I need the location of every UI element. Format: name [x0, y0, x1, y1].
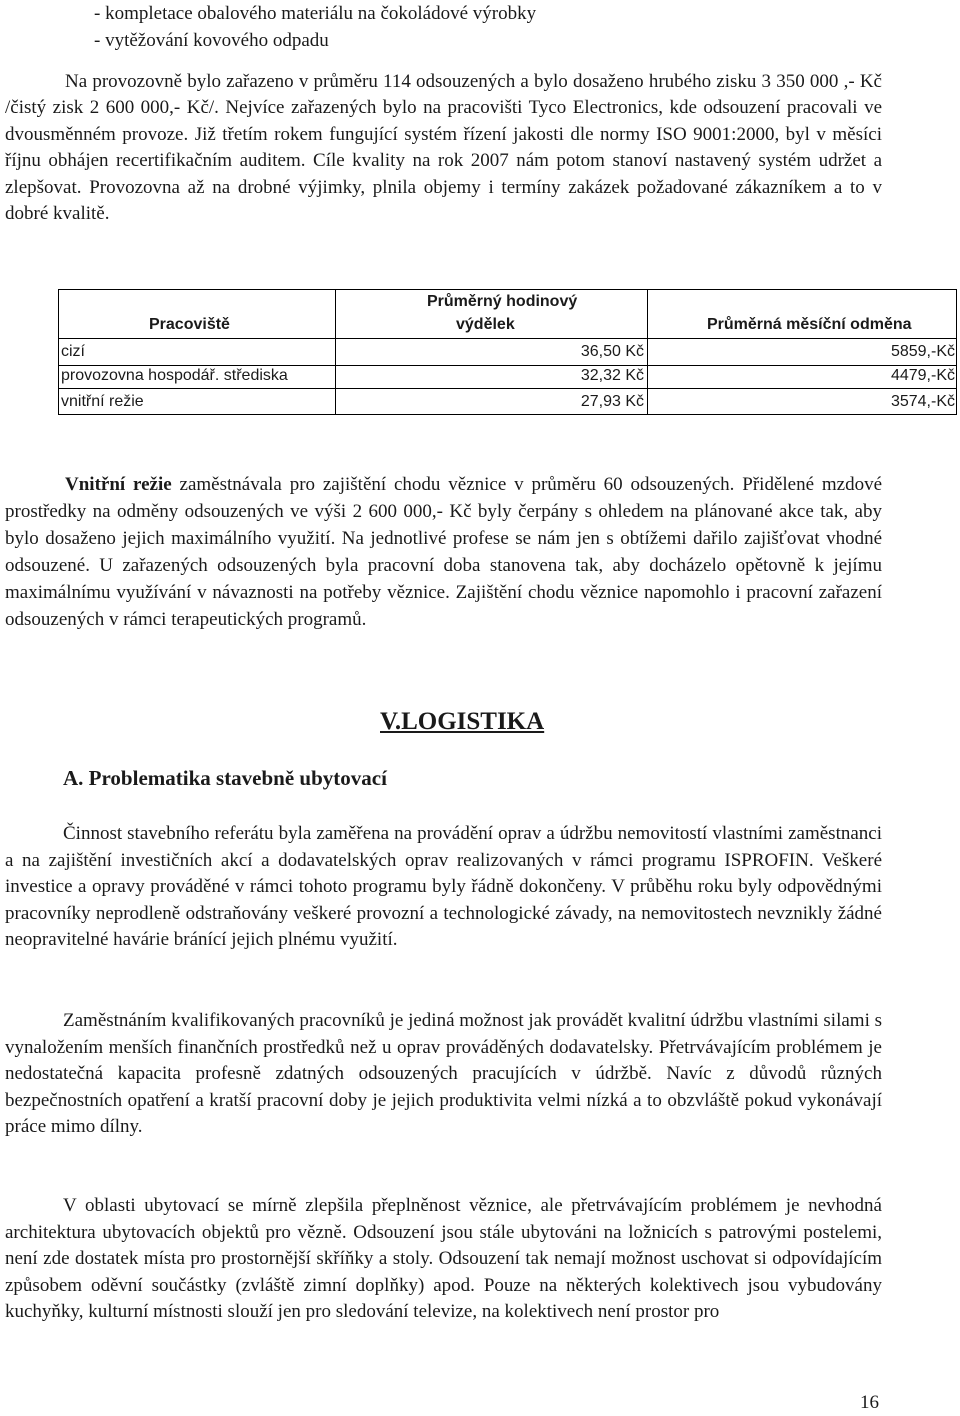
paragraph-internal-overhead — [5, 471, 882, 633]
sub-title: A. Problematika stavebně ubytovací — [63, 766, 387, 790]
paragraph-maintenance: Zaměstnáním kvalifikovaných pracovníků je jediná možnost jak provádět kvalitní údržbu vlastními silami s vynaložením menších finančních prostředků než u oprav prováděných dodavatelsky. Přetrvávajícím problémem je nedostatečná kapacita profesně zdatných odsouzených pracujících v údržbě. Navíc z důvodů různých bezpečnostních opatření a kratší pracovní doby je jejich produktivita velmi nízká a to obzvláště pokud vykonávají práce mimo dílny. — [5, 1010, 882, 1138]
row-workplace: provozovna hospodář. střediska — [61, 367, 288, 384]
table-divider — [59, 365, 956, 366]
header-workplace: Pracoviště — [149, 316, 230, 333]
row-hourly: 32,32 Kč — [580, 367, 644, 384]
paragraph-text: zaměstnávala pro zajištění chodu věznice v průměru 60 odsouzených. Přidělené mzdové prostředky na odměny odsouzených ve výši 2 600 000,- Kč byly čerpány s ohledem na plánované akce tak, aby bylo dosaženo jejich maximálního využití. Na jednotlivé profese se nám jen s obtížemi dařilo zajišťovat vhodné odsouzené. U zařazených odsouzených byla pracovní doba stanovena tak, aby docházelo opětovně k jejímu maximálnímu využívání v návaznosti na potřeby věznice. Zajištění chodu věznice napomohlo i pracovní zařazení odsouzených v rámci terapeutických programů. — [5, 474, 882, 630]
row-hourly: 36,50 Kč — [580, 343, 644, 360]
paragraph-construction: Činnost stavebního referátu byla zaměřena na provádění oprav a údržbu nemovitostí vlastními zaměstnanci a na zajištění investičních akcí a dodavatelských oprav realizovaných v rámci programu ISPROFIN. Veškeré investice a opravy prováděné v rámci tohoto programu byly řádně dokončeny. V průběhu roku byly odpovědnými pracovníky neprodleně odstraňovány veškeré provozní a technologické závady, na nemovitostech nevznikly žádné neopravitelné havárie bránící jejich plnému využití. — [5, 823, 882, 951]
header-hourly-line2: výdělek — [456, 316, 515, 333]
paragraph-production: Na provozovně bylo zařazeno v průměru 114 odsouzených a bylo dosaženo hrubého zisku 3 350 000 ,- Kč /čistý zisk 2 600 000,- Kč/. Nejvíce zařazených bylo na pracovišti Tyco Electronics, kde odsouzení pracovali ve dvousměnném provoze. Již třetím rokem fungující systém řízení jakosti dle normy ISO 9001:2000, byl v měsíci říjnu obhájen recertifikačním auditem. Cíle kvality na rok 2007 nám potom stanoví nastavený systém udržet a zlepšovat. Provozovna až na drobné výjimky, plnila objemy i termíny zakázek požadované zákazníkem a to v dobré kvalitě. — [5, 71, 882, 225]
paragraph-accommodation: V oblasti ubytovací se mírně zlepšila přeplněnost věznice, ale přetrvávajícím problémem je nevhodná architektura ubytovacích objektů pro vězně. Odsouzení jsou stále ubytováni na ložnicích s patrovými postelemi, není zde dostatek místa pro prostornější skříňky a stoly. Odsouzení tak nemají možnost uschovat si odpovídajícím způsobem oděvní součástky (zvláště zimní doplňky) apod. Pouze na některých kolektivech jsou vybudovány kuchyňky, kulturní místnosti slouží jen pro sledování televize, na kolektivech není prostor pro — [5, 1195, 882, 1323]
bullet-list — [94, 0, 536, 54]
table-divider — [335, 290, 336, 414]
paragraph-lead: Vnitřní režie — [65, 474, 172, 495]
row-monthly: 4479,-Kč — [890, 367, 955, 384]
table-divider — [59, 338, 956, 339]
row-workplace: vnitřní režie — [61, 393, 144, 410]
table-divider — [647, 290, 648, 414]
table-divider — [59, 388, 956, 389]
header-monthly: Průměrná měsíční odměna — [707, 316, 912, 333]
bullet-item: - kompletace obalového materiálu na čokoládové výrobky — [94, 3, 537, 24]
header-hourly-line1: Průměrný hodinový — [427, 293, 578, 310]
row-monthly: 3574,-Kč — [890, 393, 955, 410]
bullet-item: - vytěžování kovového odpadu — [94, 30, 329, 51]
row-hourly: 27,93 Kč — [580, 393, 644, 410]
page-number: 16 — [860, 1392, 879, 1413]
earnings-table — [58, 289, 957, 415]
section-title: V.LOGISTIKA — [380, 708, 545, 735]
row-workplace: cizí — [61, 343, 85, 360]
row-monthly: 5859,-Kč — [890, 343, 955, 360]
